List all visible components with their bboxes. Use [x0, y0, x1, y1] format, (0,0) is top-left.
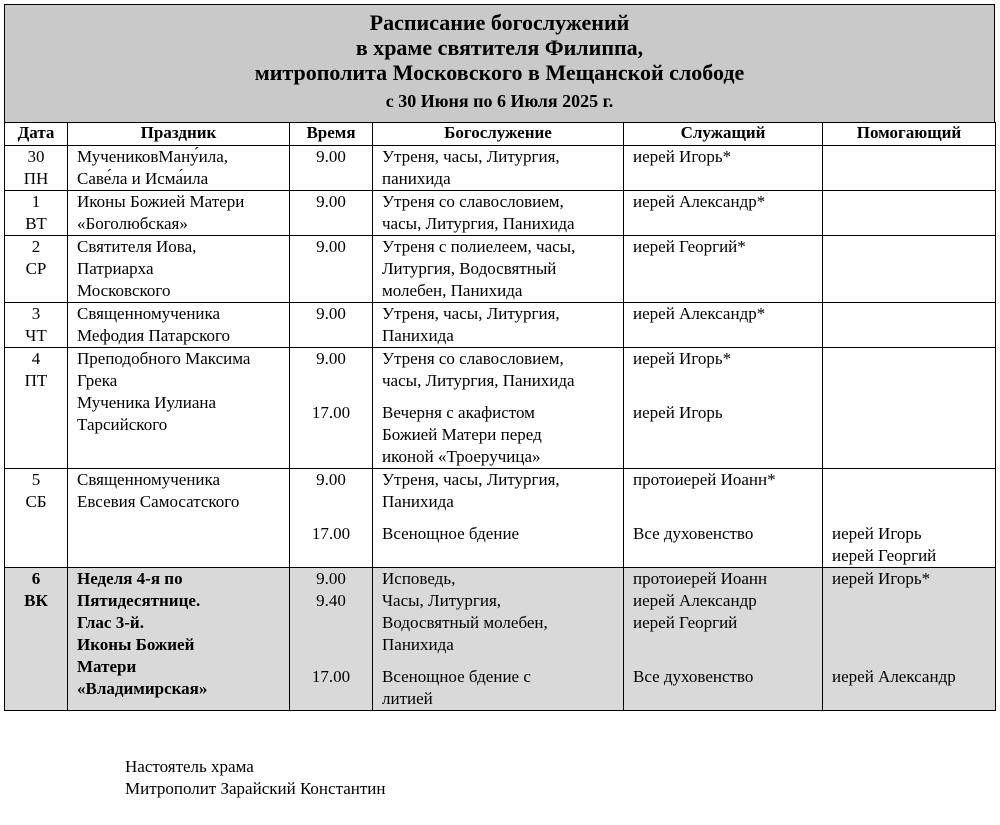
day-number: 30 [27, 147, 45, 166]
feast-line: «Владимирская» [77, 679, 208, 698]
service-cell [373, 146, 624, 191]
service-cell [373, 191, 624, 236]
day-number: 2 [31, 237, 41, 256]
service-cell [373, 236, 624, 303]
service-time: 17.00 [311, 403, 351, 422]
feast-line: Глас 3-й. [77, 613, 144, 632]
time-cell [290, 146, 373, 191]
helper-slot [832, 236, 995, 302]
feast-cell [68, 348, 290, 469]
header-time: Время [290, 123, 373, 146]
helper-cell [823, 236, 996, 303]
helper-slot [832, 303, 995, 347]
service-line: Исповедь, [382, 569, 456, 588]
service-line: часы, Литургия, Панихида [382, 214, 575, 233]
time-slot [290, 469, 372, 523]
service-slot [382, 469, 623, 523]
day-of-week: ПТ [24, 371, 48, 390]
feast-cell [68, 469, 290, 568]
service-time: 9.00 [316, 147, 346, 166]
priest-name: протоиерей Иоанн [633, 569, 768, 588]
date-cell [5, 191, 68, 236]
service-time: 9.00 [316, 349, 346, 368]
date-cell [5, 469, 68, 568]
helper-cell [823, 146, 996, 191]
day-of-week: ЧТ [25, 326, 47, 345]
title-line-1: Расписание богослужений [369, 10, 630, 35]
feast-line: Тарсийского [77, 415, 168, 434]
service-cell [373, 469, 624, 568]
title-date-range: с 30 Июня по 6 Июля 2025 г. [385, 91, 614, 111]
helper-slot [832, 469, 995, 523]
table-row [5, 348, 996, 469]
schedule-body [5, 146, 996, 711]
priest-cell [624, 303, 823, 348]
helper-name: иерей Игорь [832, 524, 922, 543]
service-line: Всенощное бдение [382, 524, 520, 543]
time-slot [290, 146, 372, 190]
table-row [5, 469, 996, 568]
priest-cell [624, 568, 823, 711]
service-slot [382, 191, 623, 235]
header-service: Богослужение [373, 123, 624, 146]
priest-name: иерей Александр* [633, 192, 766, 211]
signature-title: Настоятель храма [125, 757, 254, 776]
feast-line: Священномученика [77, 304, 221, 323]
priest-name: иерей Георгий [633, 613, 738, 632]
time-slot [290, 523, 372, 567]
header-feast: Праздник [68, 123, 290, 146]
helper-cell [823, 469, 996, 568]
date-cell [5, 568, 68, 711]
header-priest: Служащий [624, 123, 823, 146]
service-line: Панихида [382, 635, 454, 654]
table-row [5, 236, 996, 303]
day-number: 1 [31, 192, 41, 211]
service-line: Утреня, часы, Литургия, [382, 147, 560, 166]
service-line: Часы, Литургия, [382, 591, 502, 610]
priest-slot [633, 348, 822, 402]
table-row [5, 191, 996, 236]
day-of-week: СБ [25, 492, 47, 511]
priest-cell [624, 469, 823, 568]
time-slot [290, 568, 372, 666]
helper-cell [823, 191, 996, 236]
priest-name: иерей Александр* [633, 304, 766, 323]
priest-name: иерей Георгий* [633, 237, 746, 256]
feast-line: Патриарха [77, 259, 154, 278]
service-time: 17.00 [311, 524, 351, 543]
helper-cell [823, 303, 996, 348]
service-slot [382, 666, 623, 710]
time-slot [290, 236, 372, 302]
helper-name: иерей Георгий [832, 546, 937, 565]
helper-name: иерей Александр [832, 667, 956, 686]
service-time: 9.00 [316, 470, 346, 489]
priest-name: иерей Игорь* [633, 349, 732, 368]
feast-line: Мефодия Патарского [77, 326, 231, 345]
feast-line: Святителя Иова, [77, 237, 197, 256]
day-of-week: ПН [23, 169, 49, 188]
date-cell [5, 146, 68, 191]
priest-cell [624, 146, 823, 191]
date-cell [5, 303, 68, 348]
title-line-2: в храме святителя Филиппа, [355, 35, 644, 60]
time-slot [290, 348, 372, 402]
service-time: 9.00 [316, 304, 346, 323]
service-line: Панихида [382, 492, 454, 511]
day-of-week: ВК [24, 591, 48, 610]
feast-cell [68, 568, 290, 711]
service-line: Панихида [382, 326, 454, 345]
priest-name: протоиерей Иоанн* [633, 470, 776, 489]
helper-cell [823, 348, 996, 469]
priest-slot [633, 568, 822, 666]
time-slot [290, 191, 372, 235]
signature-block [125, 756, 385, 800]
service-cell [373, 303, 624, 348]
feast-cell [68, 191, 290, 236]
time-cell [290, 568, 373, 711]
feast-line: Иконы Божией [77, 635, 195, 654]
day-number: 3 [31, 304, 41, 323]
service-line: Утреня со славословием, [382, 192, 564, 211]
feast-cell [68, 146, 290, 191]
priest-slot [633, 402, 822, 468]
helper-slot [832, 348, 995, 402]
feast-line: «Боголюбская» [77, 214, 188, 233]
time-cell [290, 469, 373, 568]
time-cell [290, 348, 373, 469]
priest-cell [624, 191, 823, 236]
table-row [5, 146, 996, 191]
helper-cell [823, 568, 996, 711]
feast-line: Иконы Божией Матери [77, 192, 245, 211]
feast-line: Пятидесятнице. [77, 591, 201, 610]
feast-line: Неделя 4-я по [77, 569, 183, 588]
service-slot [382, 568, 623, 666]
day-number: 4 [31, 349, 41, 368]
feast-line: Преподобного Максима [77, 349, 251, 368]
priest-slot [633, 469, 822, 523]
priest-cell [624, 348, 823, 469]
service-slot [382, 303, 623, 347]
priest-name: иерей Игорь [633, 403, 723, 422]
title-block [4, 4, 995, 122]
time-slot [290, 666, 372, 710]
schedule-sheet [4, 4, 995, 711]
service-slot [382, 402, 623, 468]
time-slot [290, 303, 372, 347]
table-row [5, 568, 996, 711]
service-slot [382, 146, 623, 190]
service-line: молебен, Панихида [382, 281, 523, 300]
service-line: Утреня, часы, Литургия, [382, 304, 560, 323]
priest-cell [624, 236, 823, 303]
helper-slot [832, 402, 995, 468]
priest-slot [633, 303, 822, 347]
service-line: Утреня со славословием, [382, 349, 564, 368]
priest-name: иерей Игорь* [633, 147, 732, 166]
service-line: часы, Литургия, Панихида [382, 371, 575, 390]
feast-line: МучениковМану́ила, [77, 147, 229, 166]
service-line: панихида [382, 169, 451, 188]
service-line: литией [382, 689, 433, 708]
service-line: Водосвятный молебен, [382, 613, 548, 632]
helper-slot [832, 523, 995, 567]
service-time: 9.00 [316, 237, 346, 256]
priest-slot [633, 146, 822, 190]
service-time: 9.40 [316, 591, 346, 610]
helper-slot [832, 666, 995, 710]
priest-name: Все духовенство [633, 524, 754, 543]
service-time: 9.00 [316, 569, 346, 588]
service-line: Литургия, Водосвятный [382, 259, 557, 278]
helper-slot [832, 191, 995, 235]
feast-line: Московского [77, 281, 171, 300]
day-of-week: СР [25, 259, 47, 278]
service-cell [373, 348, 624, 469]
time-cell [290, 236, 373, 303]
service-line: Утреня с полиелеем, часы, [382, 237, 576, 256]
feast-cell [68, 303, 290, 348]
priest-name: Все духовенство [633, 667, 754, 686]
service-slot [382, 523, 623, 567]
header-row [5, 123, 996, 146]
feast-cell [68, 236, 290, 303]
service-line: Божией Матери перед [382, 425, 542, 444]
service-line: Всенощное бдение с [382, 667, 531, 686]
feast-line: Мученика Иулиана [77, 393, 217, 412]
service-cell [373, 568, 624, 711]
service-time: 9.00 [316, 192, 346, 211]
priest-slot [633, 191, 822, 235]
service-line: иконой «Троеручица» [382, 447, 541, 466]
feast-line: Грека [77, 371, 118, 390]
priest-slot [633, 523, 822, 567]
date-cell [5, 236, 68, 303]
service-line: Вечерня с акафистом [382, 403, 535, 422]
helper-slot [832, 568, 995, 666]
service-slot [382, 236, 623, 302]
priest-slot [633, 236, 822, 302]
feast-line: Матери [77, 657, 137, 676]
helper-slot [832, 146, 995, 190]
day-of-week: ВТ [25, 214, 47, 233]
schedule-table [4, 122, 996, 711]
service-time: 17.00 [311, 667, 351, 686]
helper-name: иерей Игорь* [832, 569, 931, 588]
priest-slot [633, 666, 822, 710]
table-row [5, 303, 996, 348]
time-cell [290, 303, 373, 348]
header-helper: Помогающий [823, 123, 996, 146]
priest-name: иерей Александр [633, 591, 757, 610]
feast-line: Священномученика [77, 470, 221, 489]
title-line-3: митрополита Московского в Мещанской слободе [254, 60, 745, 85]
day-number: 5 [31, 470, 41, 489]
time-slot [290, 402, 372, 468]
feast-line: Евсевия Самосатского [77, 492, 240, 511]
feast-line: Саве́ла и Исма́ила [77, 169, 209, 188]
header-date: Дата [5, 123, 68, 146]
signature-name: Митрополит Зарайский Константин [125, 779, 386, 798]
time-cell [290, 191, 373, 236]
service-slot [382, 348, 623, 402]
service-line: Утреня, часы, Литургия, [382, 470, 560, 489]
day-number: 6 [31, 569, 41, 588]
date-cell [5, 348, 68, 469]
